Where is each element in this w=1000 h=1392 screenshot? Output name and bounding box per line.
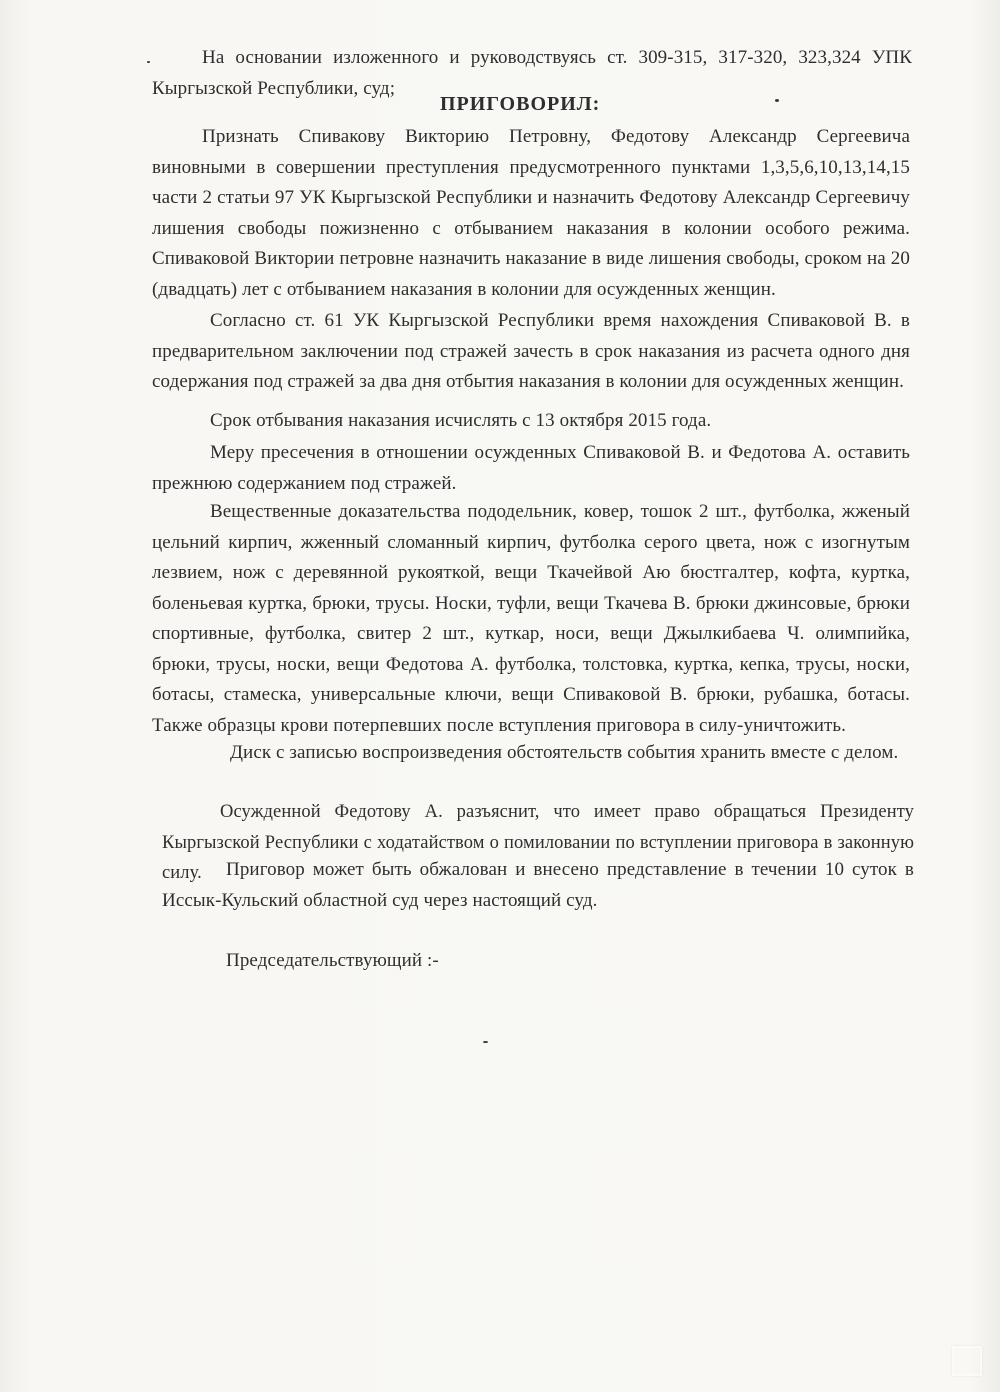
- scan-speck: [483, 1041, 488, 1043]
- verdict-paragraph-6: Диск с записью воспроизведения обстоятельств события хранить вместе с делом.: [230, 742, 899, 763]
- watermark-icon: [952, 1346, 982, 1376]
- verdict-paragraph-5: Вещественные доказательства пододельник, ковер, тошок 2 шт., футболка, жженый цельний кирпич, жженный сломанный кирпич, футболка серого цвета, нож с изогнутым лезвием, нож с деревянной рукояткой, вещи Ткачейвой Аю бюстгалтер, кофта, куртка, боленьевая куртка, брюки, трусы. Носки, туфли, вещи Ткачева В. брюки джинсовые, брюки спортивные, футболка, свитер 2 шт., куткар, носи, вещи Джылкибаева Ч. олимпийка, брюки, трусы, носки, вещи Федотова А. футболка, толстовка, куртка, кепка, трусы, носки, ботасы, стамеска, универсальные ключи, вещи Спиваковой В. брюки, рубашка, ботасы. Также образцы крови потерпевших после вступления приговора в силу-уничтожить.: [152, 501, 910, 736]
- verdict-paragraph-7: Осужденной Федотову А. разъяснит, что имеет право обращаться Президенту Кыргызской Республики с ходатайством о помиловании по вступлении приговора в законную силу.: [162, 802, 914, 883]
- presiding-judge-signature: Председательствующий :-: [226, 950, 439, 971]
- intro-paragraph: На основании изложенного и руководствуясь ст. 309-315, 317-320, 323,324 УПК Кыргызской Республики, суд;: [152, 47, 912, 99]
- verdict-paragraph-8: Приговор может быть обжалован и внесено представление в течении 10 суток в Иссык-Кульский областной суд через настоящий суд.: [162, 859, 914, 911]
- verdict-paragraph-4: Меру пресечения в отношении осужденных Спиваковой В. и Федотова А. оставить прежнюю содержанием под стражей.: [152, 442, 910, 494]
- verdict-paragraph-1: Признать Спивакову Викторию Петровну, Федотову Александр Сергеевича виновными в совершении преступления предусмотренного пунктами 1,3,5,6,10,13,14,15 части 2 статьи 97 УК Кыргызской Республики и назначить Федотову Александр Сергеевичу лишения свободы пожизненно с отбыванием наказания в колонии особого режима. Спиваковой Виктории петровне назначить наказание в виде лишения свободы, сроком на 20 (двадцать) лет с отбыванием наказания в колонии для осужденных женщин.: [152, 126, 910, 300]
- scan-speck: [147, 61, 150, 63]
- verdict-heading: ПРИГОВОРИЛ:: [440, 93, 601, 115]
- verdict-paragraph-3: Срок отбывания наказания исчислять с 13 октября 2015 года.: [210, 410, 712, 431]
- scan-speck: [775, 99, 779, 102]
- watermark-logo: [778, 1346, 988, 1384]
- verdict-paragraph-2: Согласно ст. 61 УК Кыргызской Республики время нахождения Спиваковой В. в предварительном заключении под стражей зачесть в срок наказания из расчета одного дня содержания под стражей за два дня отбытия наказания в колонии для осужденных женщин.: [152, 310, 910, 392]
